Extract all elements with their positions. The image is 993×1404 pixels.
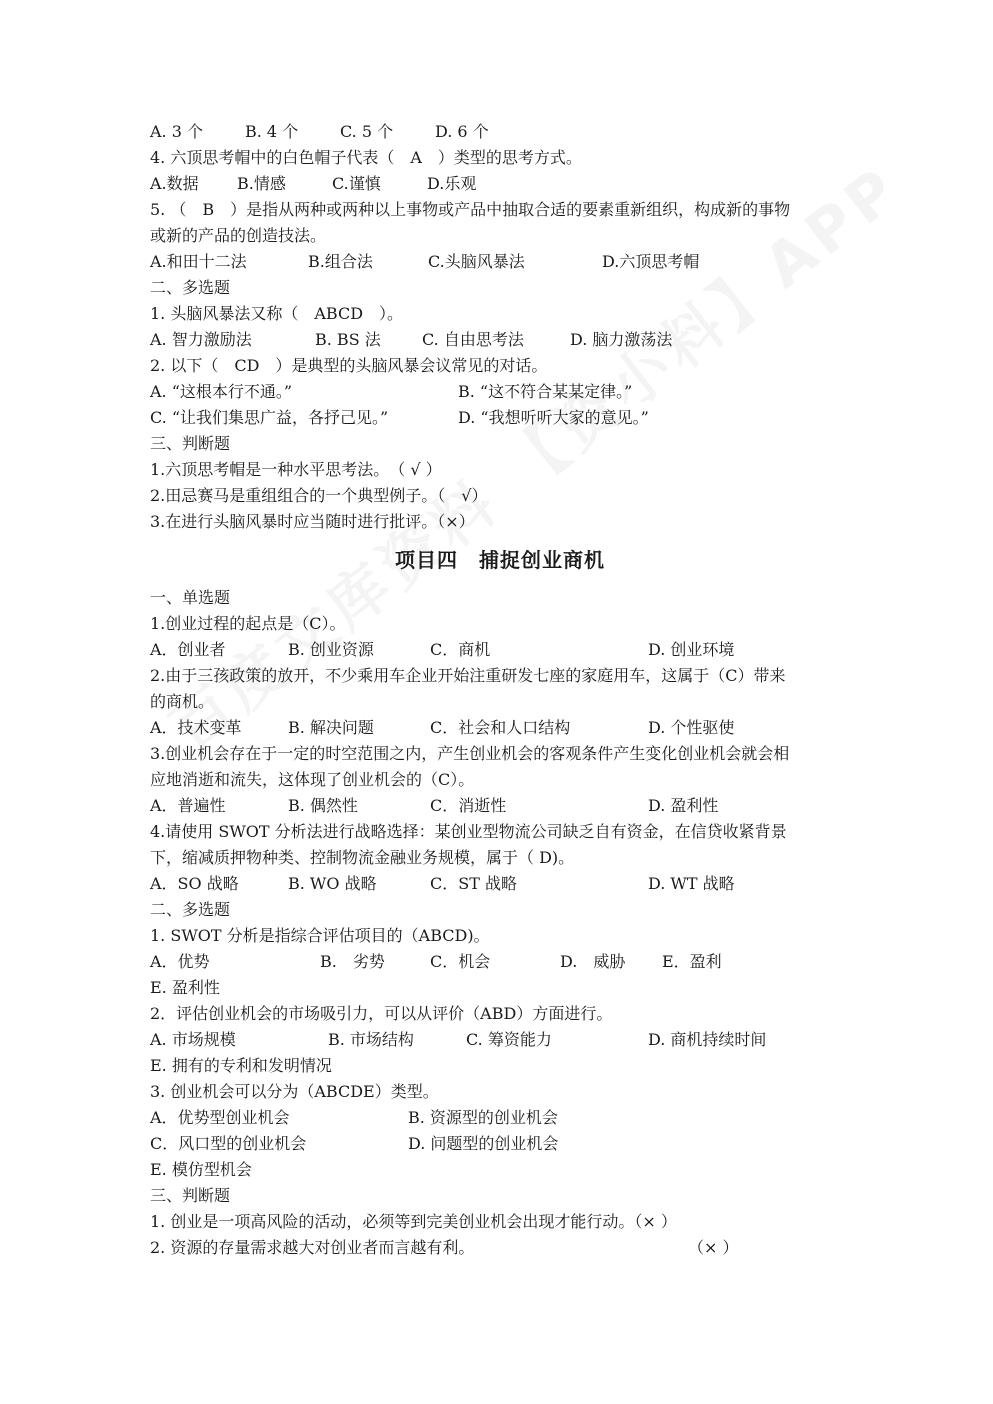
option-item: D. WT 战略	[648, 874, 735, 893]
option-item: D.六顶思考帽	[602, 252, 700, 271]
option-item: B.组合法	[308, 252, 373, 271]
option-item: A．优势型创业机会	[150, 1108, 290, 1127]
section-heading: 项目四 捕捉创业商机	[395, 548, 605, 572]
option-item: B.情感	[237, 174, 286, 193]
option-row	[150, 949, 850, 975]
text-line: 三、判断题	[150, 434, 231, 453]
text-line: 1.六顶思考帽是一种水平思考法。 （ √ ）	[150, 460, 442, 479]
option-item: D. 商机持续时间	[648, 1030, 767, 1049]
option-item: B. 解决问题	[288, 718, 374, 737]
option-item: A. 市场规模	[150, 1030, 236, 1049]
text-line: 1. 创业是一项高风险的活动，必须等到完美创业机会出现才能行动。（× ）	[150, 1212, 677, 1231]
text-line: 二、多选题	[150, 278, 231, 297]
option-item: A. 3 个	[150, 122, 203, 141]
option-item: B. WO 战略	[288, 874, 377, 893]
option-row	[150, 171, 850, 197]
text-line: 4.请使用 SWOT 分析法进行战略选择：某创业型物流公司缺乏自有资金，在信贷收紧背景	[150, 822, 787, 841]
document-page	[150, 119, 850, 1261]
option-item: B. 市场结构	[328, 1030, 414, 1049]
option-row	[150, 1105, 850, 1131]
option-item: B. “这不符合某某定律。”	[458, 382, 633, 401]
option-item: D. 问题型的创业机会	[408, 1134, 559, 1153]
text-line: 2. 以下（ CD ）是典型的头脑风暴会议常见的对话。	[150, 356, 548, 375]
option-item: B. 创业资源	[288, 640, 374, 659]
option-row	[150, 871, 850, 897]
question-block-top	[150, 119, 850, 535]
option-item: B. 4 个	[245, 122, 299, 141]
option-item: A．技术变革	[150, 718, 242, 737]
option-item: D. 脑力激荡法	[570, 330, 673, 349]
option-item: 2. 资源的存量需求越大对创业者而言越有利。	[150, 1238, 475, 1257]
option-item: D. “我想听听大家的意见。”	[458, 408, 649, 427]
option-item: B. 偶然性	[288, 796, 358, 815]
option-item: B. 劣势	[320, 952, 385, 971]
option-row	[150, 715, 850, 741]
option-item: C．消逝性	[430, 796, 507, 815]
option-row	[150, 793, 850, 819]
option-item: C. 筹资能力	[466, 1030, 552, 1049]
text-line: 一、单选题	[150, 588, 231, 607]
option-item: A．优势	[150, 952, 210, 971]
option-item: D. 6 个	[435, 122, 489, 141]
option-item: A.数据	[150, 174, 199, 193]
option-item: A．创业者	[150, 640, 226, 659]
option-item: A．SO 战略	[150, 874, 239, 893]
option-row	[150, 327, 850, 353]
text-line: E. 模仿型机会	[150, 1160, 252, 1179]
text-line: 应地消逝和流失，这体现了创业机会的（C）。	[150, 770, 475, 789]
option-row	[150, 405, 850, 431]
option-row	[150, 1235, 850, 1261]
text-line: 3. 创业机会可以分为（ABCDE）类型。	[150, 1082, 439, 1101]
option-item: D. 威胁	[560, 952, 626, 971]
text-line: 二、多选题	[150, 900, 231, 919]
option-item: A.和田十二法	[150, 252, 247, 271]
option-row	[150, 249, 850, 275]
text-line: 5. （ B ）是指从两种或两种以上事物或产品中抽取合适的要素重新组织，构成新的事物	[150, 200, 791, 219]
option-item: D.乐观	[427, 174, 477, 193]
option-item: C.头脑风暴法	[428, 252, 525, 271]
text-line: 的商机。	[150, 692, 215, 711]
option-row	[150, 1131, 850, 1157]
text-line: 1.创业过程的起点是（C）。	[150, 614, 346, 633]
text-line: 4. 六顶思考帽中的白色帽子代表（ A ）类型的思考方式。	[150, 148, 582, 167]
option-item: C.谨慎	[332, 174, 381, 193]
text-line: 三、判断题	[150, 1186, 231, 1205]
option-item: C．ST 战略	[430, 874, 517, 893]
text-line: 3.创业机会存在于一定的时空范围之内，产生创业机会的客观条件产生变化创业机会就会相	[150, 744, 790, 763]
text-line: 3.在进行头脑风暴时应当随时进行批评。（×）	[150, 512, 475, 531]
option-row	[150, 119, 850, 145]
option-row	[150, 637, 850, 663]
option-item: D. 创业环境	[648, 640, 735, 659]
question-block-bottom	[150, 585, 850, 1261]
text-line: E. 盈利性	[150, 978, 220, 997]
text-line: 2.田忌赛马是重组组合的一个典型例子。（ √）	[150, 486, 488, 505]
text-line: 2．评估创业机会的市场吸引力，可以从评价（ABD）方面进行。	[150, 1004, 613, 1023]
option-item: C．商机	[430, 640, 491, 659]
text-line: 或新的产品的创造技法。	[150, 226, 327, 245]
option-item: A．普遍性	[150, 796, 226, 815]
text-line: 1. SWOT 分析是指综合评估项目的（ABCD)。	[150, 926, 490, 945]
option-item: C. 5 个	[340, 122, 394, 141]
option-item: A. “这根本行不通。”	[150, 382, 293, 401]
option-item: B. BS 法	[315, 330, 381, 349]
option-item: C．社会和人口结构	[430, 718, 571, 737]
answer-mark: （× ）	[688, 1238, 739, 1257]
text-line: E. 拥有的专利和发明情况	[150, 1056, 332, 1075]
option-item: C. 自由思考法	[422, 330, 524, 349]
option-row	[150, 1027, 850, 1053]
option-item: D. 个性驱使	[648, 718, 735, 737]
option-item: A. 智力激励法	[150, 330, 252, 349]
option-item: D. 盈利性	[648, 796, 719, 815]
text-line: 下，缩减质押物种类、控制物流金融业务规模，属于（ D)。	[150, 848, 575, 867]
option-item: C. “让我们集思广益，各抒己见。”	[150, 408, 389, 427]
text-line: 1. 头脑风暴法又称（ ABCD ）。	[150, 304, 404, 323]
option-item: E．盈利	[662, 952, 722, 971]
option-row	[150, 379, 850, 405]
option-item: C．机会	[430, 952, 491, 971]
option-item: C．风口型的创业机会	[150, 1134, 307, 1153]
text-line: 2.由于三孩政策的放开，不少乘用车企业开始注重研发七座的家庭用车，这属于（C）带来	[150, 666, 786, 685]
option-item: B. 资源型的创业机会	[408, 1108, 558, 1127]
